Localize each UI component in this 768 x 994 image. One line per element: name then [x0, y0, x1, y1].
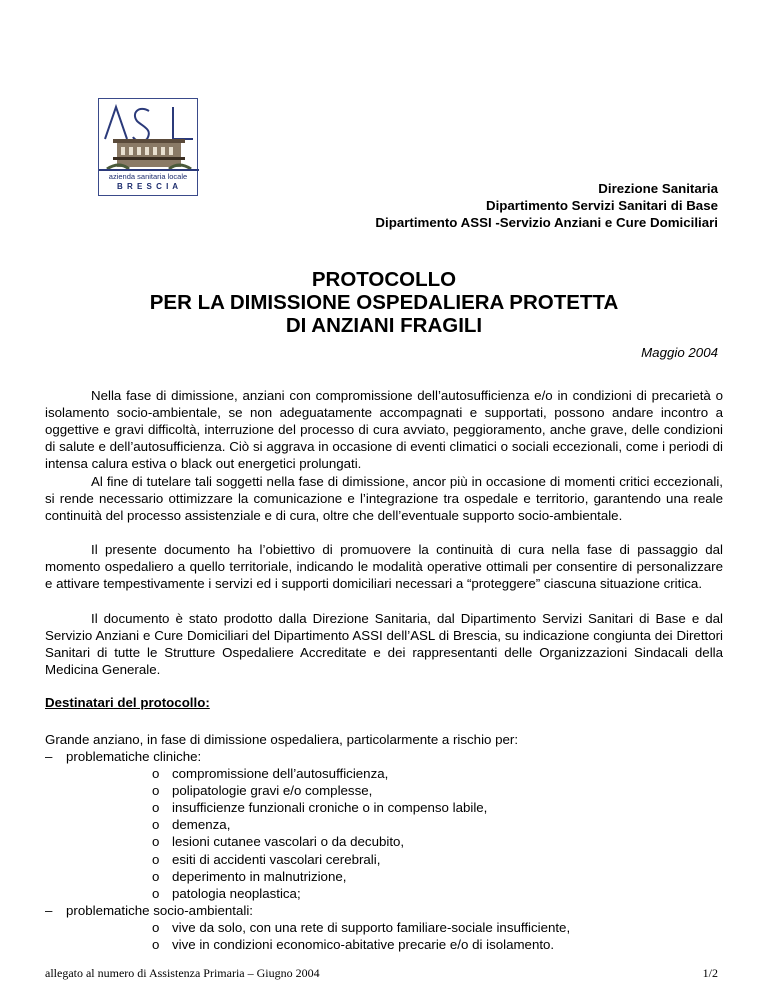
header-dipartimento-assi: Dipartimento ASSI -Servizio Anziani e Cure Domiciliari [375, 215, 718, 230]
title-line-2: PER LA DIMISSIONE OSPEDALIERA PROTETTA [149, 291, 619, 314]
list-item: o vive in condizioni economico-abitative precarie e/o di isolamento. [152, 937, 555, 952]
list-item: o esiti di accidenti vascolari cerebrali, [152, 851, 381, 867]
list-item: o vive da solo, con una rete di supporto familiare-sociale insufficiente, [152, 920, 571, 935]
intro-text: Grande anziano, in fase di dimissione ospedaliera, particolarmente a rischio per: [45, 732, 519, 747]
page-number: 1/2 [702, 966, 718, 980]
list-item: o demenza, [152, 817, 231, 833]
paragraph-3: Il presente documento ha l’obiettivo di promuovere la continuità di cura nella fase di passaggio dal momento ospedaliero a quello territoriale, indicando le modalità operative ottimali per consentire di personalizzare e attivare tempestivamente i servizi ed i supporti domiciliari necessari a “proteggere” ciascuna situazione critica. [45, 542, 723, 592]
circle-bullet: o [152, 783, 160, 799]
dash-bullet: – [45, 903, 53, 918]
circle-bullet: o [152, 885, 160, 901]
list-item: o patologia neoplastica; [152, 885, 301, 901]
paragraph-2: Al fine di tutelare tali soggetti nella fase di dimissione, ancor più in occasione di momenti critici eccezionali, si rende necessario ottimizzare la comunicazione e l’integrazione tra ospedale e territorio, garantendo una reale continuità del processo assistenziale e di cura, oltre che dell’eventuale supporto socio-ambientale. [45, 474, 723, 524]
section-heading: Destinatari del protocollo: [45, 695, 210, 710]
circle-bullet: o [152, 868, 160, 884]
header-dipartimento-servizi: Dipartimento Servizi Sanitari di Base [485, 198, 718, 213]
list-item: o insufficienze funzionali croniche o in compenso labile, [152, 800, 488, 816]
footer-note: allegato al numero di Assistenza Primaria – Giugno 2004 [45, 966, 320, 980]
paragraph-1: Nella fase di dimissione, anziani con compromissione dell’autosufficienza e/o in condizioni di precarietà o isolamento socio-ambientale, se non adeguatamente accompagnati e supportati, possono andare incontro a oggettive e gravi difficoltà, interruzione del processo di cura avviato, peggioramento, anche grave, delle condizioni di salute e dell’autosufficienza. Ciò si aggrava in occasione di eventi climatici o sociali eccezionali, come i periodi di intensa calura estiva o black out energetici prolungati. [45, 388, 723, 472]
list-item: o lesioni cutanee vascolari o da decubito, [152, 834, 405, 850]
title-line-3: DI ANZIANI FRAGILI [285, 314, 483, 337]
group-label: problematiche socio-ambientali: [66, 903, 253, 918]
circle-bullet: o [152, 817, 160, 833]
list-item: o deperimento in malnutrizione, [152, 868, 347, 884]
circle-bullet: o [152, 920, 160, 935]
asl-logo [98, 98, 198, 196]
circle-bullet: o [152, 851, 160, 867]
circle-bullet: o [152, 937, 160, 952]
dash-bullet: – [45, 749, 53, 764]
circle-bullet: o [152, 800, 160, 816]
group-label: problematiche cliniche: [66, 749, 202, 764]
document-date: Maggio 2004 [641, 345, 718, 360]
circle-bullet: o [152, 834, 160, 850]
title-line-1: PROTOCOLLO [311, 268, 457, 291]
logo-city: B R E S C I A [116, 182, 180, 191]
group-socio-environmental [45, 902, 253, 919]
paragraph-4: Il documento è stato prodotto dalla Direzione Sanitaria, dal Dipartimento Servizi Sanitari di Base e dal Servizio Anziani e Cure Domiciliari del Dipartimento ASSI dell’ASL di Brescia, su indicazione congiunta dei Direttori Sanitari di tutte le Strutture Ospedaliere Accreditate e dei rappresentanti delle Organizzazioni Sindacali della Medicina Generale. [45, 611, 723, 678]
header-direzione: Direzione Sanitaria [598, 181, 718, 196]
list-item: o polipatologie gravi e/o complesse, [152, 783, 373, 799]
list-item: o compromissione dell’autosufficienza, [152, 766, 389, 781]
group-clinical [45, 748, 201, 765]
logo-subtitle: azienda sanitaria locale [108, 172, 188, 181]
circle-bullet: o [152, 766, 160, 781]
